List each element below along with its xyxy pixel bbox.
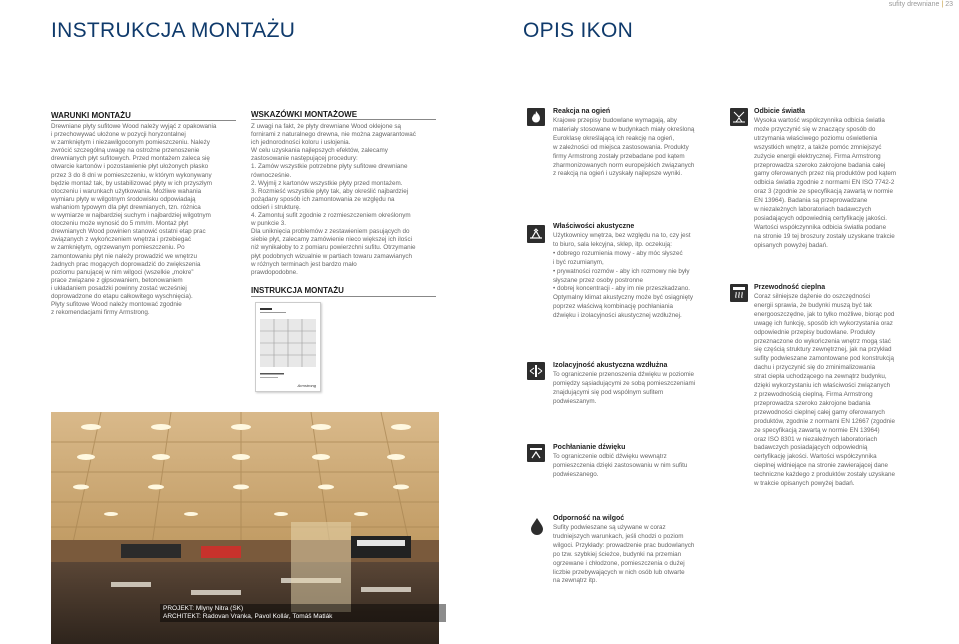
- divider: [251, 296, 436, 297]
- caption-architect: ARCHITEKT: Radovan Vranka, Pavol Kollár, Tomáš Matlák: [163, 613, 333, 620]
- flame-icon: [527, 108, 545, 126]
- brand-label: sufity drewniane: [888, 1, 940, 8]
- wskazowki-body: Z uwagi na fakt, że płyty drewniane Wood oklejone są fornirami z naturalnego drewna, nie można zagwarantować ich jednorodności koloru i usłojenia. W celu uzyskania najlepszych efektów, zalecamy zastosowanie następującej procedury: 1. Zamów wszystkie potrzebne płyty sufitowe drewniane równocześnie. 2. Wyjmij z kartonów wszystkie płyty przed montażem. 3. Rozmieść wszystkie płyty tak, aby określić najbardziej pożądany sposób ich zamontowania ze względu na odcień i strukturę. 4. Zamontuj sufit zgodnie z rozmieszczeniem określonym w punkcie 3. Dla uniknięcia problemów z zestawieniem pasujących do siebie płyt, zalecamy zamówienie nieco większej ich ilości niż wynikałoby to z pomiaru powierzchni sufitu. Otrzymanie płyt podobnych wizualnie w partiach towaru zamawianych w różnych terminach jest bardzo mało prawdopodobne.: [251, 123, 416, 276]
- photo-caption: [160, 604, 446, 622]
- divider: [51, 120, 236, 121]
- instrukcja-title: INSTRUKCJA MONTAŻU: [251, 286, 344, 295]
- page-header: [889, 1, 953, 8]
- caption-project: PROJEKT: Mlyny Nitra (SK): [163, 605, 244, 612]
- section-wskazowki: [251, 110, 436, 119]
- icon-text-light: Wysoka wartość współczynnika odbicia światła może przyczynić się w znaczący sposób do utrzymania właściwego poziomu oświetlenia wszystkich wnętrz, a także pomóc zmniejszyć zużycie energii elektrycznej. Firma Armstrong przeprowadza szeroko zakrojone badania całej gamy oferowanych przez nią produktów pod kątem odbicia światła zgodnie z normami EN ISO 7742-2 oraz 3 (zgodnie ze specyfikacją zawartą w normie EN 13964). Badania są przeprowadzane w niezależnych laboratoriach badawczych posiadających odpowiednią certyfikację jakości. Wartości współczynnika odbicia światła podane na stronie 19 tej broszury zostały uzyskane trakcie opisanych powyżej badań.: [754, 117, 897, 249]
- wskazowki-title: WSKAZÓWKI MONTAŻOWE: [251, 110, 358, 119]
- page-title-left: INSTRUKCJA MONTAŻU: [51, 19, 296, 42]
- thermal-conductivity-icon: [730, 284, 748, 302]
- icon-text-insulation: To ograniczenie przenoszenia dźwięku w poziomie pomiędzy sąsiadującymi ze sobą pomieszczeniami znajdującymi się pod wspólnym sufitem podwieszanym.: [553, 371, 696, 405]
- section-instrukcja: [251, 286, 436, 295]
- humidity-drop-icon: [530, 517, 544, 540]
- manual-brand-label: Armstrong: [297, 383, 316, 388]
- icon-title-acoustic: Właściwości akustyczne: [553, 223, 635, 230]
- icon-title-humidity: Odporność na wilgoć: [553, 515, 625, 522]
- manual-cover-graphic: [256, 303, 320, 391]
- sound-absorption-icon: [527, 225, 545, 243]
- section-warunki: [51, 111, 236, 120]
- icon-text-absorption: To ograniczenie odbić dźwięku wewnątrz pomieszczenia dzięki zastosowaniu w nim sufitu podwieszanego.: [553, 453, 688, 478]
- icon-title-absorption: Pochłanianie dźwięku: [553, 444, 626, 451]
- sound-absorber-icon: [527, 444, 545, 462]
- installation-manual-cover[interactable]: [255, 302, 321, 392]
- light-reflection-icon: [730, 108, 748, 126]
- warunki-body: Drewniane płyty sufitowe Wood należy wyjąć z opakowania i przechowywać ułożone w pozycji horyzontalnej w zamkniętym i niezawilgoconym pomieszczeniu. Należy zwrócić szczególną uwagę na ostrożne przenoszenie drewnianych płyt sufitowych. Przed montażem zaleca się otwarcie kartonów i pozostawienie płyt ułożonych płasko przez 3 do 8 dni w pomieszczeniu, w którym wykonywany będzie montaż tak, by ustabilizować płyty w ich przyszłym otoczeniu i warunkach użytkowania. Możliwe wahania wymiaru płyty w wilgotnym środowisku odpowiadają wahaniom typowym dla płyt drewnianych, tzn. różnica w wymiarze w najbardziej suchym i najbardziej wilgotnym otoczeniu może wynosić do 5 mm/m. Montaż płyt drewnianych Wood powinien stanowić ostatni etap prac związanych z wykończeniem wnętrza i przebiegać w zamkniętym, ogrzewanym pomieszczeniu. Po zamontowaniu płyt nie należy prowadzić we wnętrzu żadnych prac mogących doprowadzić do zwiększenia poziomu panującej w nim wilgoci (wszelkie „mokre” prace związane z gipsowaniem, betonowaniem i układaniem posadzki powinny zostać wcześniej doprowadzone do etapu całkowitego wyschnięcia). Płyty sufitowe Wood należy montować zgodnie z rekomendacjami firmy Armstrong.: [51, 123, 217, 317]
- icon-text-thermal: Coraz silniejsze dążenie do oszczędności energii sprawia, że budynki muszą być tak energooszczędne, jak to tylko możliwe, biorąc pod uwagę ich funkcję, sposób ich wykorzystania oraz odpowiednie przepisy budowlane. Produkty przeznaczone do wykończenia wnętrz mogą stać się częścią struktury zewnętrznej, jak na przykład sufity podwieszane zamontowane pod konstrukcją dachu i przyczynić się do zminimalizowania strat ciepła uchodzącego na zewnątrz budynku, dzięki wykorzystaniu ich właściwości związanych z przewodnością cieplną. Firma Armstrong przeprowadza szeroko zakrojone badania przewodności cieplnej całej gamy oferowanych produktów, zgodnie z normami EN 12667 (zgodnie ze specyfikacją zawartą w normie EN 13964) oraz ISO 8301 w niezależnych laboratoriach badawczych posiadających odpowiednią certyfikację jakości. Wartości współczynnika cieplnej widniejące na stronie zawierającej dane techniczne każdego z produktów zostały uzyskane w trakcie opisanych powyżej badań.: [754, 293, 896, 488]
- warunki-title: WARUNKI MONTAŻU: [51, 111, 131, 120]
- page-title-right: OPIS IKON: [523, 19, 634, 42]
- icon-title-light: Odbicie światła: [754, 108, 805, 115]
- header-separator: |: [941, 1, 944, 8]
- icon-text-fire: Krajowe przepisy budowlane wymagają, aby materiały stosowane w budynkach miały określoną Euroklasę określającą ich reakcję na ogień, w zależności od miejsca zastosowania. Produkty firmy Armstrong zostały przebadane pod kątem zharmonizowanych norm europejskich związanych z reakcją na ogień i uzyskały najlepsze wyniki.: [553, 117, 695, 178]
- sound-insulation-icon: [527, 362, 545, 380]
- icon-text-humidity: Sufity podwieszane są używane w coraz trudniejszych warunkach, jeśli chodzi o poziom wilgoci. Przykłady: prowadzenie prac budowlanych po tzw. szybkiej ścieżce, budynki na przemian ogrzewane i chłodzone, pomieszczenia o dużej liczbie przebywających w nich osób lub otwarte na zewnątrz itp.: [553, 524, 695, 585]
- icon-title-insulation: Izolacyjność akustyczna wzdłużna: [553, 362, 668, 369]
- divider: [251, 119, 436, 120]
- icon-title-thermal: Przewodność cieplna: [754, 284, 826, 291]
- page-number: 23: [945, 1, 953, 8]
- icon-text-acoustic: Użytkownicy wnętrza, bez względu na to, czy jest to biuro, sala lekcyjna, sklep, itp. oczekują: • dobrego rozumienia mowy - aby móc słyszeć i być rozumianym, • prywatności rozmów - aby ich rozmowy nie były słyszane przez osoby postronne • dobrej koncentracji - aby im nie przeszkadzano. Optymalny klimat akustyczny może być osiągnięty poprzez właściwą kombinację pochłaniania dźwięku i izolacyjności akustycznej wzdłużnej.: [553, 232, 693, 320]
- icon-title-fire: Reakcja na ogień: [553, 108, 611, 115]
